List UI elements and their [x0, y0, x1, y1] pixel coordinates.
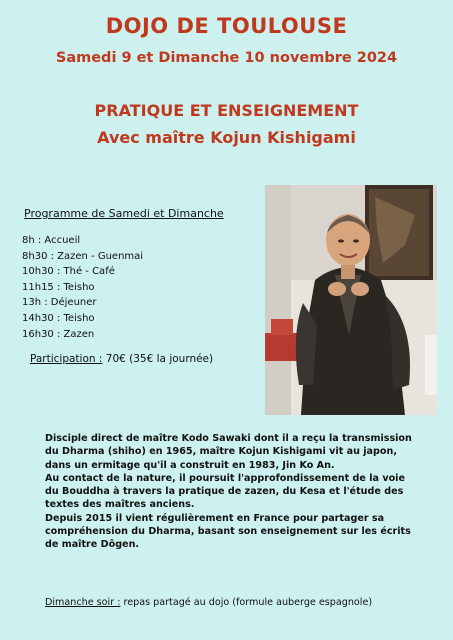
sunday-evening-label: Dimanche soir : — [45, 597, 121, 608]
bio-paragraph: Disciple direct de maître Kodo Sawaki dont il a reçu la transmission du Dharma (shiho) en 1965, maître Kojun Kishigami vit au japon, dans un ermitage qu'il a construit en 1983, Jin Ko An. — [45, 433, 412, 471]
schedule-item: 8h : Accueil — [22, 235, 81, 246]
event-dates: Samedi 9 et Dimanche 10 novembre 2024 — [55, 50, 398, 66]
program-title: Programme de Samedi et Dimanche — [24, 207, 224, 220]
participation-price: 70€ (35€ la journée) — [102, 353, 214, 365]
sunday-evening-text: repas partagé au dojo (formule auberge espagnole) — [120, 597, 373, 608]
teacher-line: Avec maître Kojun Kishigami — [97, 128, 356, 147]
bio-paragraph: Au contact de la nature, il poursuit l'approfondissement de la voie du Bouddha à travers la pratique de zazen, du Kesa et l'étude des textes des maîtres anciens. — [45, 472, 405, 511]
participation-label: Participation : — [30, 353, 103, 365]
teacher-photo — [265, 185, 437, 415]
schedule-item: 11h15 : Teisho — [22, 281, 95, 293]
teacher-photo-illustration — [265, 185, 437, 415]
schedule-list — [22, 233, 143, 342]
participation-info — [30, 353, 213, 365]
schedule-item: 8h30 : Zazen - Guenmai — [22, 250, 144, 262]
bio-paragraph: Depuis 2015 il vient régulièrement en France pour partager sa compréhension du Dharma, basant son enseignement sur les écrits de maître Dôgen. — [45, 512, 411, 551]
schedule-item: 13h : Déjeuner — [22, 297, 97, 309]
sunday-evening-note — [45, 597, 372, 608]
page-title: DOJO DE TOULOUSE — [105, 14, 348, 38]
schedule-item: 10h30 : Thé - Café — [22, 266, 115, 278]
event-heading: PRATIQUE ET ENSEIGNEMENT — [94, 101, 359, 120]
schedule-item: 16h30 : Zazen — [22, 328, 95, 340]
schedule-item: 14h30 : Teisho — [22, 312, 95, 324]
teacher-biography — [45, 432, 415, 552]
